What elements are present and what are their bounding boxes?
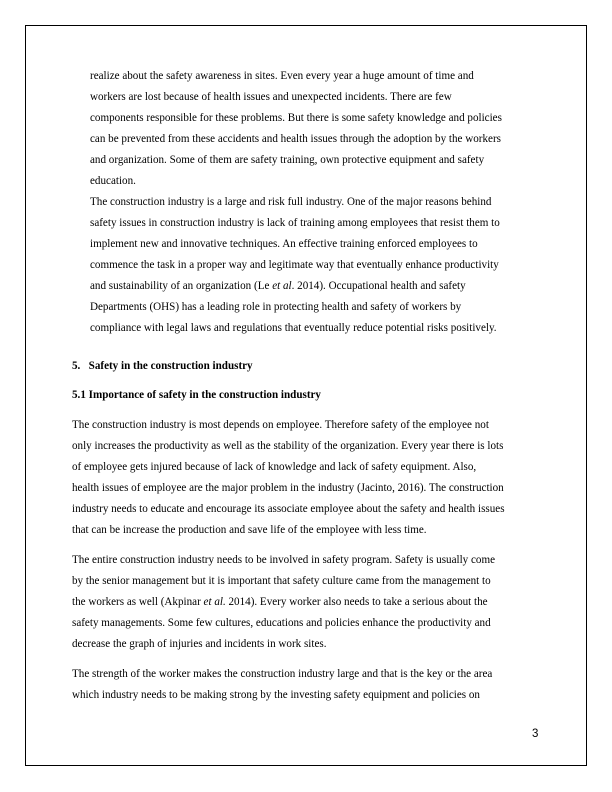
text-line: can be prevented from these accidents and health issues through the adoption by the workers	[90, 133, 501, 145]
text-line: only increases the productivity as well as the stability of the organization. Every year there is lots	[72, 440, 504, 452]
text-line: of employee gets injured because of lack of knowledge and lack of safety equipment. Also,	[72, 461, 477, 473]
text-line: The strength of the worker makes the construction industry large and that is the key or the area	[72, 668, 493, 680]
section-number: 5.	[72, 360, 81, 372]
text-line: The construction industry is a large and risk full industry. One of the major reasons behind	[90, 196, 492, 208]
text-line: safety managements. Some few cultures, educations and policies enhance the productivity and	[72, 617, 491, 629]
paragraph-safety-program	[72, 550, 542, 655]
text-line: implement new and innovative techniques. An effective training enforced employees to	[90, 238, 478, 250]
section-title: Safety in the construction industry	[88, 360, 253, 372]
text-line: which industry needs to be making strong by the investing safety equipment and policies on	[72, 689, 480, 701]
text-line: industry needs to educate and encourage its associate employee about the safety and health issues	[72, 503, 505, 515]
text-line: workers are lost because of health issues and unexpected incidents. There are few	[90, 91, 452, 103]
text-line: by the senior management but it is important that safety culture came from the management to	[72, 575, 491, 587]
page-number: 3	[532, 728, 539, 740]
citation-italic: et al	[272, 280, 292, 292]
text-line	[90, 276, 542, 297]
text-line	[72, 592, 542, 613]
text-line: components responsible for these problems. But there is some safety knowledge and policies	[90, 112, 502, 124]
citation-text: the workers as well (Akpinar	[72, 596, 204, 608]
text-line: commence the task in a proper way and legitimate way that eventually enhance productivity	[90, 259, 499, 271]
citation-text: 2014). Every worker also needs to take a serious about the	[225, 596, 488, 608]
paragraph-risk-industry	[72, 192, 542, 339]
text-line: education.	[90, 175, 136, 187]
paragraph-safety-awareness	[72, 66, 542, 192]
text-line: that can be increase the production and save life of the employee with less time.	[72, 524, 427, 536]
subsection-heading-5-1: 5.1 Importance of safety in the construction industry	[72, 389, 321, 401]
citation-italic: et al.	[203, 596, 226, 608]
text-line: The construction industry is most depends on employee. Therefore safety of the employee not	[72, 419, 489, 431]
paragraph-worker-strength	[72, 664, 542, 706]
citation-text: . 2014). Occupational health and safety	[291, 280, 466, 292]
text-line: safety issues in construction industry is lack of training among employees that resist them to	[90, 217, 500, 229]
text-line: The entire construction industry needs to be involved in safety program. Safety is usually come	[72, 554, 495, 566]
paragraph-employee-safety	[72, 415, 542, 541]
citation-text: and sustainability of an organization (Le	[90, 280, 273, 292]
text-line: decrease the graph of injuries and incidents in work sites.	[72, 638, 327, 650]
text-line: and organization. Some of them are safety training, own protective equipment and safety	[90, 154, 485, 166]
text-line: Departments (OHS) has a leading role in protecting health and safety of workers by	[90, 301, 462, 313]
text-line: health issues of employee are the major problem in the industry (Jacinto, 2016). The construction	[72, 482, 504, 494]
text-line: compliance with legal laws and regulations that eventually reduce potential risks positively.	[90, 322, 497, 334]
text-line: realize about the safety awareness in sites. Even every year a huge amount of time and	[90, 70, 474, 82]
document-body	[72, 66, 542, 706]
section-heading-5	[72, 356, 542, 377]
